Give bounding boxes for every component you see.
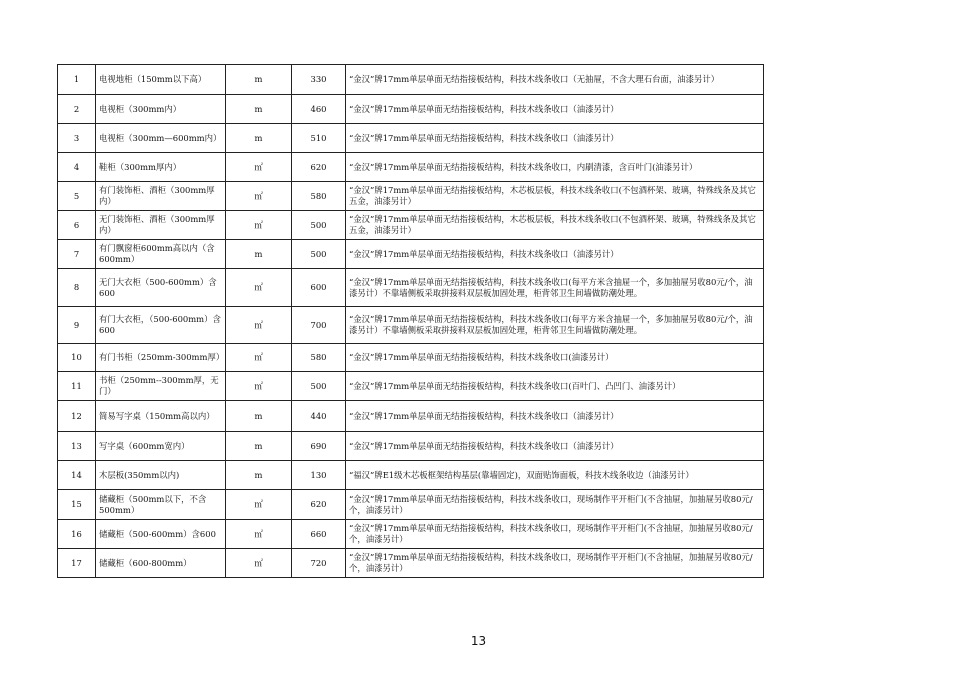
row-number-cell: 12	[58, 401, 96, 432]
row-number-cell: 14	[58, 461, 96, 490]
price-cell: 510	[292, 124, 346, 153]
table-row	[58, 461, 764, 490]
unit-cell: ㎡	[226, 344, 292, 372]
row-number-cell: 15	[58, 490, 96, 520]
item-name-cell: 无门装饰柜、酒柜（300mm厚内）	[96, 211, 226, 240]
item-name-cell: 鞋柜（300mm厚内）	[96, 153, 226, 182]
item-name-cell: 电视柜（300mm内）	[96, 95, 226, 124]
item-name-cell: 有门装饰柜、酒柜（300mm厚内）	[96, 182, 226, 211]
row-number-cell: 8	[58, 269, 96, 307]
row-number-cell: 17	[58, 549, 96, 578]
row-number-cell: 9	[58, 307, 96, 344]
row-number-cell: 1	[58, 65, 96, 95]
unit-cell: m	[226, 240, 292, 269]
price-cell: 700	[292, 307, 346, 344]
price-cell: 130	[292, 461, 346, 490]
item-name-cell: 储藏柜（500mm以下，不含500mm）	[96, 490, 226, 520]
item-name-cell: 简易写字桌（150mm高以内）	[96, 401, 226, 432]
table-row	[58, 490, 764, 520]
item-name-cell: 写字桌（600mm宽内）	[96, 432, 226, 461]
table-row	[58, 65, 764, 95]
unit-cell: ㎡	[226, 490, 292, 520]
table-row	[58, 153, 764, 182]
table-row	[58, 182, 764, 211]
price-cell: 580	[292, 182, 346, 211]
unit-cell: ㎡	[226, 153, 292, 182]
unit-cell: ㎡	[226, 372, 292, 401]
table-row	[58, 269, 764, 307]
description-cell: “金汉”牌17mm单层单面无结指接板结构，科技木线条收口(油漆另计）	[346, 344, 764, 372]
price-cell: 500	[292, 211, 346, 240]
page-number: 13	[470, 634, 487, 648]
description-cell: “金汉”牌17mm单层单面无结指接板结构，科技木线条收口，现场制作平开柜门(不含抽屉，加抽屉另收80元/个，油漆另计）	[346, 520, 764, 549]
row-number-cell: 2	[58, 95, 96, 124]
item-name-cell: 储藏柜（500-600mm）含600	[96, 520, 226, 549]
price-cell: 620	[292, 490, 346, 520]
unit-cell: ㎡	[226, 307, 292, 344]
item-name-cell: 电视柜（300mm—600mm内）	[96, 124, 226, 153]
item-name-cell: 有门飘窗柜600mm高以内（含600mm）	[96, 240, 226, 269]
price-cell: 690	[292, 432, 346, 461]
description-cell: “福汉”牌E1级木芯板框架结构基层(靠墙固定)，双面贴饰面板，科技木线条收边（油漆另计）	[346, 461, 764, 490]
table-row	[58, 240, 764, 269]
description-cell: “金汉”牌17mm单层单面无结指接板结构，科技木线条收口(每平方米含抽屉一个，多加抽屉另收80元/个，油漆另计）不靠墙侧板采取拼接料双层板加固处理，柜背邻卫生间墙做防潮处理。	[346, 307, 764, 344]
price-cell: 600	[292, 269, 346, 307]
description-cell: “金汉”牌17mm单层单面无结指接板结构，科技木线条收口，现场制作平开柜门(不含抽屉，加抽屉另收80元/个，油漆另计）	[346, 490, 764, 520]
price-cell: 580	[292, 344, 346, 372]
unit-cell: ㎡	[226, 520, 292, 549]
item-name-cell: 电视地柜（150mm以下高）	[96, 65, 226, 95]
unit-cell: m	[226, 65, 292, 95]
table-row	[58, 211, 764, 240]
table-row	[58, 307, 764, 344]
price-cell: 330	[292, 65, 346, 95]
row-number-cell: 16	[58, 520, 96, 549]
row-number-cell: 13	[58, 432, 96, 461]
table-row	[58, 372, 764, 401]
table-row	[58, 549, 764, 578]
price-table-body	[58, 65, 764, 578]
unit-cell: m	[226, 124, 292, 153]
description-cell: “金汉”牌17mm单层单面无结指接板结构，科技木线条收口(每平方米含抽屉一个，多加抽屉另收80元/个，油漆另计）不靠墙侧板采取拼接料双层板加固处理，柜背邻卫生间墙做防潮处理。	[346, 269, 764, 307]
item-name-cell: 有门大衣柜，（500-600mm）含600	[96, 307, 226, 344]
description-cell: “金汉”牌17mm单层单面无结指接板结构，科技木线条收口（油漆另计）	[346, 432, 764, 461]
table-row	[58, 344, 764, 372]
unit-cell: m	[226, 461, 292, 490]
description-cell: “金汉”牌17mm单层单面无结指接板结构，科技木线条收口（油漆另计）	[346, 124, 764, 153]
description-cell: “金汉”牌17mm单层单面无结指接板结构，科技木线条收口（油漆另计）	[346, 401, 764, 432]
price-cell: 440	[292, 401, 346, 432]
table-row	[58, 401, 764, 432]
price-cell: 720	[292, 549, 346, 578]
unit-cell: m	[226, 95, 292, 124]
description-cell: “金汉”牌17mm单层单面无结指接板结构，科技木线条收口（无抽屉，不含大理石台面，油漆另计）	[346, 65, 764, 95]
description-cell: “金汉”牌17mm单层单面无结指接板结构，科技木线条收口，内刷清漆，含百叶门(油漆另计）	[346, 153, 764, 182]
description-cell: “金汉”牌17mm单层单面无结指接板结构，科技木线条收口（油漆另计）	[346, 95, 764, 124]
description-cell: “金汉”牌17mm单层单面无结指接板结构，科技木线条收口(百叶门、凸凹门、油漆另计）	[346, 372, 764, 401]
item-name-cell: 储藏柜（600-800mm）	[96, 549, 226, 578]
unit-cell: ㎡	[226, 182, 292, 211]
item-name-cell: 书柜（250mm--300mm厚，无门）	[96, 372, 226, 401]
price-cell: 500	[292, 240, 346, 269]
row-number-cell: 11	[58, 372, 96, 401]
unit-cell: m	[226, 432, 292, 461]
description-cell: “金汉”牌17mm单层单面无结指接板结构，木芯板层板，科技木线条收口(不包酒杯架、玻璃，特殊线条及其它五金，油漆另计）	[346, 182, 764, 211]
price-cell: 460	[292, 95, 346, 124]
row-number-cell: 6	[58, 211, 96, 240]
unit-cell: ㎡	[226, 549, 292, 578]
description-cell: “金汉”牌17mm单层单面无结指接板结构，木芯板层板，科技木线条收口(不包酒杯架、玻璃，特殊线条及其它五金，油漆另计）	[346, 211, 764, 240]
table-row	[58, 95, 764, 124]
row-number-cell: 4	[58, 153, 96, 182]
price-cell: 500	[292, 372, 346, 401]
row-number-cell: 7	[58, 240, 96, 269]
table-row	[58, 520, 764, 549]
item-name-cell: 有门书柜（250mm-300mm厚）	[96, 344, 226, 372]
row-number-cell: 5	[58, 182, 96, 211]
unit-cell: ㎡	[226, 211, 292, 240]
table-row	[58, 124, 764, 153]
item-name-cell: 无门大衣柜（500-600mm）含600	[96, 269, 226, 307]
price-cell: 620	[292, 153, 346, 182]
row-number-cell: 10	[58, 344, 96, 372]
unit-cell: m	[226, 401, 292, 432]
description-cell: “金汉”牌17mm单层单面无结指接板结构，科技木线条收口（油漆另计）	[346, 240, 764, 269]
unit-cell: ㎡	[226, 269, 292, 307]
row-number-cell: 3	[58, 124, 96, 153]
price-cell: 660	[292, 520, 346, 549]
table-row	[58, 432, 764, 461]
item-name-cell: 木层板(350mm以内)	[96, 461, 226, 490]
description-cell: “金汉”牌17mm单层单面无结指接板结构，科技木线条收口，现场制作平开柜门(不含抽屉，加抽屉另收80元/个，油漆另计）	[346, 549, 764, 578]
price-table	[57, 64, 764, 578]
